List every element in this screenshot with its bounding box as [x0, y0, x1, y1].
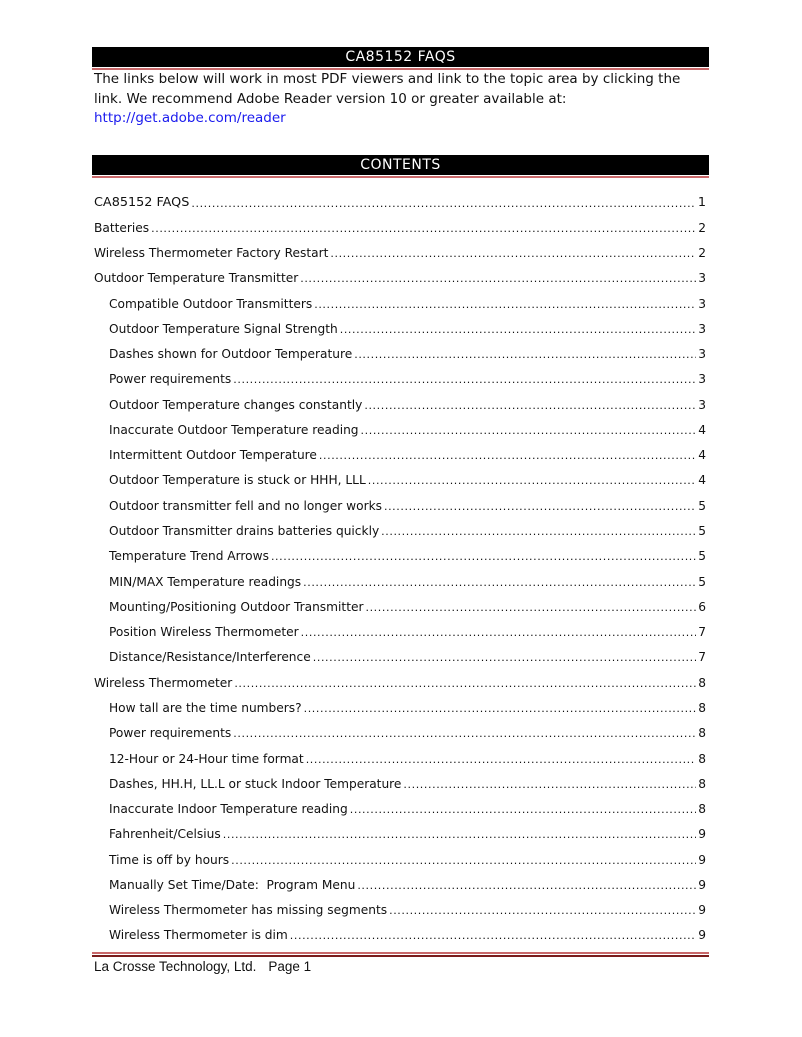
toc-page-number: 8 — [698, 802, 706, 816]
toc-page-number: 3 — [698, 271, 706, 285]
dot-leader — [384, 500, 696, 514]
contents-heading: CONTENTS — [360, 157, 441, 173]
dot-leader — [361, 424, 697, 438]
toc-page-number: 9 — [698, 827, 706, 841]
toc-page-number: 3 — [698, 297, 706, 311]
toc-page-number: 9 — [698, 928, 706, 942]
dot-leader — [304, 702, 697, 716]
toc-page-number: 7 — [698, 650, 706, 664]
toc-entry[interactable]: Inaccurate Indoor Temperature reading ..... 8 — [94, 799, 706, 817]
dot-leader — [389, 904, 696, 918]
contents-divider — [92, 176, 709, 178]
toc-page-number: 4 — [698, 473, 706, 487]
toc-entry[interactable]: Power requirements ..... 3 — [94, 369, 706, 387]
toc-page-number: 8 — [698, 726, 706, 740]
toc-entry[interactable]: Compatible Outdoor Transmitters ..... 3 — [94, 294, 706, 312]
toc-entry[interactable]: How tall are the time numbers? ..... 8 — [94, 698, 706, 716]
toc-entry[interactable]: Time is off by hours ..... 9 — [94, 850, 706, 868]
dot-leader — [223, 828, 696, 842]
toc-entry[interactable]: Temperature Trend Arrows ..... 5 — [94, 546, 706, 564]
toc-page-number: 2 — [698, 221, 706, 235]
toc-entry[interactable]: Wireless Thermometer is dim ..... 9 — [94, 925, 706, 943]
dot-leader — [300, 272, 696, 286]
toc-page-number: 5 — [698, 499, 706, 513]
toc-entry[interactable]: Batteries ..... 2 — [94, 218, 706, 236]
toc-page-number: 8 — [698, 676, 706, 690]
dot-leader — [357, 879, 696, 893]
adobe-reader-link[interactable]: http://get.adobe.com/reader — [94, 110, 286, 126]
dot-leader — [303, 576, 696, 590]
toc-entry[interactable]: Outdoor Transmitter drains batteries quickly ..... 5 — [94, 521, 706, 539]
dot-leader — [301, 626, 697, 640]
toc-entry[interactable]: Distance/Resistance/Interference ..... 7 — [94, 647, 706, 665]
footer-page-number: Page 1 — [268, 959, 312, 974]
footer-divider-dark — [92, 955, 709, 957]
toc-entry[interactable]: Power requirements ..... 8 — [94, 723, 706, 741]
intro-text: The links below will work in most PDF viewers and link to the topic area by clicking the link. We recommend Adobe Reader version 10 or greater available at: — [94, 71, 681, 107]
toc-entry[interactable]: Manually Set Time/Date: Program Menu ..... 9 — [94, 875, 706, 893]
toc-page-number: 8 — [698, 777, 706, 791]
toc-entry[interactable]: Wireless Thermometer ..... 8 — [94, 673, 706, 691]
toc-page-number: 5 — [698, 549, 706, 563]
dot-leader — [365, 601, 696, 615]
dot-leader — [319, 449, 696, 463]
toc-entry[interactable]: Dashes, HH.H, LL.L or stuck Indoor Temperature ..... 8 — [94, 774, 706, 792]
footer-divider — [92, 952, 709, 954]
dot-leader — [364, 399, 696, 413]
toc-page-number: 7 — [698, 625, 706, 639]
dot-leader — [314, 298, 696, 312]
dot-leader — [191, 197, 695, 211]
dot-leader — [340, 323, 697, 337]
dot-leader — [234, 677, 696, 691]
toc-page-number: 9 — [698, 853, 706, 867]
toc-page-number: 1 — [697, 195, 706, 210]
toc-entry[interactable]: Intermittent Outdoor Temperature ..... 4 — [94, 445, 706, 463]
toc-page-number: 9 — [698, 903, 706, 917]
dot-leader — [306, 753, 697, 767]
toc-page-number: 8 — [698, 701, 706, 715]
toc-entry[interactable]: Wireless Thermometer has missing segments ..... 9 — [94, 900, 706, 918]
toc-entry[interactable]: Outdoor transmitter fell and no longer works ..... 5 — [94, 496, 706, 514]
toc-entry[interactable]: 12-Hour or 24-Hour time format ..... 8 — [94, 749, 706, 767]
toc-page-number: 3 — [698, 372, 706, 386]
toc-page-number: 4 — [698, 448, 706, 462]
dot-leader — [313, 651, 696, 665]
page-footer — [94, 959, 311, 974]
dot-leader — [330, 247, 696, 261]
toc-page-number: 4 — [698, 423, 706, 437]
toc-entry[interactable]: CA85152 FAQS ..... 1 — [94, 193, 706, 211]
toc-page-number: 5 — [698, 524, 706, 538]
dot-leader — [350, 803, 696, 817]
toc-page-number: 3 — [698, 347, 706, 361]
toc-entry[interactable]: Outdoor Temperature is stuck or HHH, LLL ..... 4 — [94, 470, 706, 488]
dot-leader — [233, 373, 696, 387]
dot-leader — [290, 929, 696, 943]
dot-leader — [381, 525, 696, 539]
toc-entry[interactable]: Fahrenheit/Celsius ..... 9 — [94, 824, 706, 842]
toc-entry[interactable]: Mounting/Positioning Outdoor Transmitter ..... 6 — [94, 597, 706, 615]
page-title-banner — [92, 47, 709, 67]
toc-entry[interactable]: MIN/MAX Temperature readings ..... 5 — [94, 572, 706, 590]
toc-entry[interactable]: Inaccurate Outdoor Temperature reading ..... 4 — [94, 420, 706, 438]
dot-leader — [403, 778, 696, 792]
toc-page-number: 3 — [698, 398, 706, 412]
dot-leader — [233, 727, 696, 741]
dot-leader — [271, 550, 696, 564]
toc-entry[interactable]: Position Wireless Thermometer ..... 7 — [94, 622, 706, 640]
toc-entry[interactable]: Dashes shown for Outdoor Temperature ..... 3 — [94, 344, 706, 362]
intro-paragraph — [94, 70, 706, 129]
toc-entry[interactable]: Outdoor Temperature changes constantly ..... 3 — [94, 395, 706, 413]
dot-leader — [151, 222, 696, 236]
contents-banner — [92, 155, 709, 175]
toc-page-number: 6 — [698, 600, 706, 614]
toc-entry[interactable]: Outdoor Temperature Transmitter ..... 3 — [94, 268, 706, 286]
toc-page-number: 3 — [698, 322, 706, 336]
dot-leader — [368, 474, 696, 488]
dot-leader — [354, 348, 696, 362]
toc-page-number: 2 — [698, 246, 706, 260]
toc-entry[interactable]: Outdoor Temperature Signal Strength ..... 3 — [94, 319, 706, 337]
toc-page-number: 8 — [698, 752, 706, 766]
page-title: CA85152 FAQS — [345, 49, 456, 65]
footer-company: La Crosse Technology, Ltd. — [94, 959, 257, 974]
toc-page-number: 5 — [698, 575, 706, 589]
dot-leader — [231, 854, 696, 868]
toc-entry[interactable]: Wireless Thermometer Factory Restart ..... 2 — [94, 243, 706, 261]
toc-page-number: 9 — [698, 878, 706, 892]
